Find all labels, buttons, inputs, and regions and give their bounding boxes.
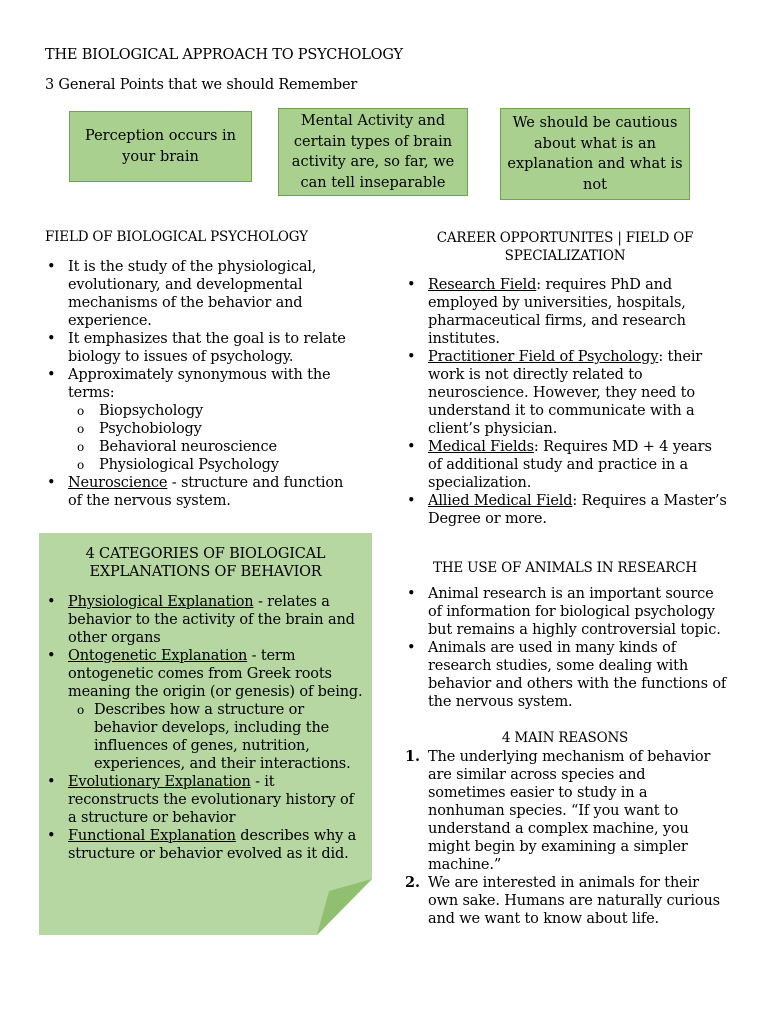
list-item: • Medical Fields: Requires MD + 4 years of additional study and practice in a specialization. xyxy=(405,438,727,492)
page-title: THE BIOLOGICAL APPROACH TO PSYCHOLOGY xyxy=(45,47,403,63)
list-item: • Ontogenetic Explanation - term ontogenetic comes from Greek roots meaning the origin (or genesis) of being. xyxy=(45,647,363,701)
point-text: Perception occurs in your brain xyxy=(84,128,236,165)
categories-list xyxy=(45,593,363,863)
animals-heading: THE USE OF ANIMALS IN RESEARCH xyxy=(433,560,697,576)
animals-list xyxy=(405,585,727,711)
list-item: • It is the study of the physiological, evolutionary, and developmental mechanisms of the behavior and experience. xyxy=(45,258,355,330)
term-evolutionary: Evolutionary Explanation xyxy=(68,774,251,790)
sub-list-item: o Behavioral neuroscience xyxy=(45,438,355,456)
item-number: 2. xyxy=(405,874,420,891)
reasons-heading: 4 MAIN REASONS xyxy=(501,730,629,746)
page-subtitle: 3 General Points that we should Remember xyxy=(45,77,358,93)
list-item: • It emphasizes that the goal is to relate biology to issues of psychology. xyxy=(45,330,355,366)
point-box-mental-activity xyxy=(278,108,468,196)
point-text: We should be cautious about what is an explanation and what is not xyxy=(507,115,683,193)
point-box-caution xyxy=(500,108,690,200)
sub-list-item: o Physiological Psychology xyxy=(45,456,355,474)
point-text: Mental Activity and certain types of brain activity are, so far, we can tell inseparable xyxy=(291,113,455,191)
term-medical-fields: Medical Fields xyxy=(428,439,534,455)
list-item: • Animal research is an important source of information for biological psychology but remains a highly controversial topic. xyxy=(405,585,727,639)
list-item: 1. The underlying mechanism of behavior are similar across species and sometimes easier to study in a nonhuman species. “If you want to understand a complex machine, you might begin by examining a simpler machine.” xyxy=(405,748,711,873)
list-item: 2. We are interested in animals for their own sake. Humans are naturally curious and we want to know about life. xyxy=(405,874,720,927)
categories-heading: 4 CATEGORIES OF BIOLOGICAL EXPLANATIONS OF BEHAVIOR xyxy=(85,546,326,580)
term-neuroscience: Neuroscience xyxy=(68,475,168,491)
list-item: • Animals are used in many kinds of research studies, some dealing with behavior and others with the functions of the nervous system. xyxy=(405,639,727,711)
term-ontogenetic: Ontogenetic Explanation xyxy=(68,648,248,664)
list-item: • Research Field: requires PhD and employed by universities, hospitals, pharmaceutical firms, and research institutes. xyxy=(405,276,727,348)
list-item: • Practitioner Field of Psychology: their work is not directly related to neuroscience. However, they need to understand it to communicate with a client’s physician. xyxy=(405,348,727,438)
careers-heading: CAREER OPPORTUNITES | FIELD OF SPECIALIZATION xyxy=(436,230,694,264)
list-item: • Allied Medical Field: Requires a Master’s Degree or more. xyxy=(405,492,727,528)
term-allied-medical-field: Allied Medical Field xyxy=(428,493,573,509)
list-item: • Evolutionary Explanation - it reconstructs the evolutionary history of a structure or behavior xyxy=(45,773,363,827)
reasons-list xyxy=(405,748,727,928)
sub-list-item: o Biopsychology xyxy=(45,402,355,420)
sub-list-item: o Psychobiology xyxy=(45,420,355,438)
list-item: • Functional Explanation describes why a structure or behavior evolved as it did. xyxy=(45,827,363,863)
careers-list xyxy=(405,276,727,528)
term-practitioner-field: Practitioner Field of Psychology xyxy=(428,349,659,365)
term-physiological: Physiological Explanation xyxy=(68,594,254,610)
page-fold-icon xyxy=(317,879,372,935)
list-item: • Physiological Explanation - relates a behavior to the activity of the brain and other organs xyxy=(45,593,363,647)
field-list xyxy=(45,258,355,510)
item-number: 1. xyxy=(405,748,420,765)
term-research-field: Research Field xyxy=(428,277,537,293)
list-item: • Approximately synonymous with the terms: xyxy=(45,366,355,402)
sub-list-item: o Describes how a structure or behavior develops, including the influences of genes, nutrition, experiences, and their interactions. xyxy=(45,701,363,773)
list-item: • Neuroscience - structure and function of the nervous system. xyxy=(45,474,355,510)
term-functional: Functional Explanation xyxy=(68,828,236,844)
field-heading: FIELD OF BIOLOGICAL PSYCHOLOGY xyxy=(45,229,308,245)
point-box-perception xyxy=(69,111,252,182)
